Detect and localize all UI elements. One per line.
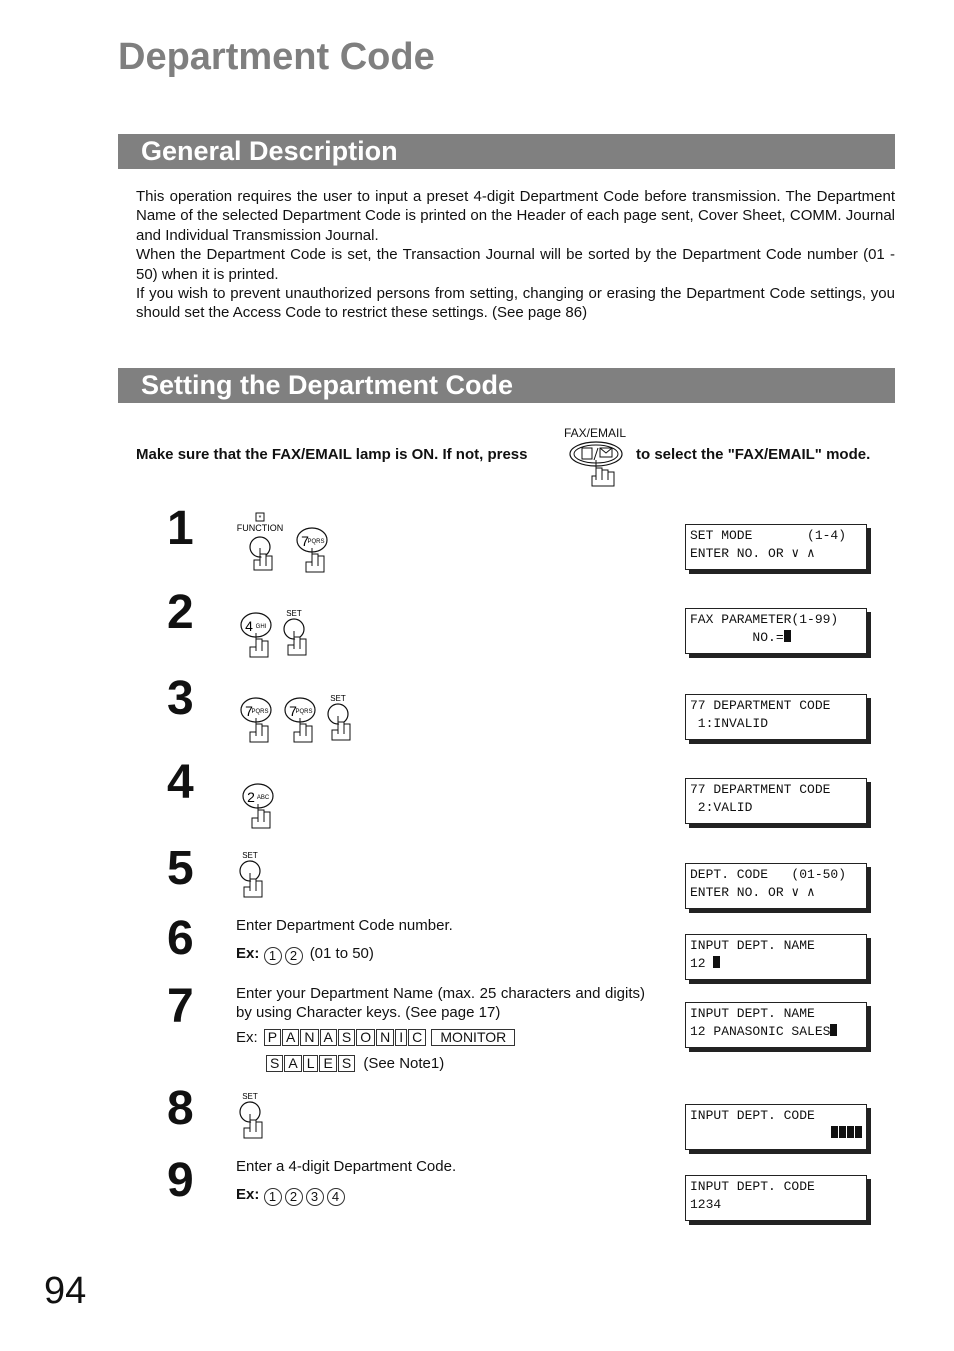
set-key-icon[interactable]	[236, 849, 276, 901]
lcd-display	[685, 863, 867, 909]
cursor-block	[713, 956, 720, 968]
example-note: (See Note1)	[363, 1055, 445, 1072]
digit-key: 2	[285, 947, 303, 965]
digit-key: 3	[306, 1188, 324, 1206]
digit-key: 1	[264, 947, 282, 965]
function-key-icon[interactable]	[236, 512, 286, 574]
lcd-display	[685, 1104, 867, 1150]
lcd-display	[685, 524, 867, 570]
step-number: 2	[167, 586, 194, 639]
example-label: Ex:	[236, 1186, 260, 1203]
lcd-line: 1234	[690, 1197, 722, 1212]
svg-text:PQRS: PQRS	[307, 539, 325, 545]
step-number: 7	[167, 980, 194, 1033]
lcd-line: SET MODE (1-4)	[690, 528, 847, 543]
digit-key: 4	[327, 1188, 345, 1206]
step-7-example-row2	[266, 1054, 444, 1073]
example-note: (01 to 50)	[309, 945, 374, 962]
general-description	[136, 187, 895, 323]
step-number: 9	[167, 1154, 194, 1207]
lcd-display	[685, 608, 867, 654]
function-key-label: FUNCTION	[236, 523, 284, 533]
lcd-line: ENTER NO. OR ∨ ∧	[690, 546, 815, 561]
key-2-icon[interactable]	[238, 782, 282, 830]
step-6-example	[236, 944, 374, 965]
step-number: 4	[167, 756, 194, 809]
page-title: Department Code	[118, 36, 435, 78]
digit-key: 1	[264, 1188, 282, 1206]
lcd-display	[685, 1002, 867, 1048]
step-number: 8	[167, 1082, 194, 1135]
fax-email-key-label: FAX/EMAIL	[564, 426, 627, 440]
step-6-instruction: Enter Department Code number.	[236, 917, 453, 934]
section-header-general	[118, 134, 895, 169]
description-paragraph: If you wish to prevent unauthorized persons from setting, changing or erasing the Department Code settings, you should set the Access Code to restrict these settings. (See page 86)	[136, 285, 895, 322]
svg-text:PQRS: PQRS	[295, 709, 313, 715]
section-header-setting	[118, 368, 895, 403]
monitor-key: MONITOR	[431, 1029, 515, 1046]
char-key: S	[338, 1029, 355, 1046]
char-key: L	[303, 1055, 319, 1072]
lcd-line: DEPT. CODE (01-50)	[690, 867, 847, 882]
svg-text:SET: SET	[242, 1092, 258, 1101]
char-key: S	[338, 1055, 355, 1072]
digit-key: 2	[285, 1188, 303, 1206]
svg-text:PQRS: PQRS	[251, 709, 269, 715]
example-label: Ex:	[236, 945, 260, 962]
lcd-line: INPUT DEPT. NAME	[690, 1006, 815, 1021]
section-heading: Setting the Department Code	[141, 370, 514, 400]
cursor-block	[784, 630, 791, 642]
char-key: N	[376, 1029, 394, 1046]
char-key: A	[320, 1029, 337, 1046]
cursor-block	[847, 1126, 854, 1138]
lcd-display	[685, 778, 867, 824]
char-key: I	[395, 1029, 407, 1046]
key-7-icon[interactable]	[280, 696, 324, 744]
char-key: A	[282, 1029, 299, 1046]
cursor-block	[855, 1126, 862, 1138]
fax-email-key-icon[interactable]	[566, 440, 626, 488]
lcd-line: 77 DEPARTMENT CODE	[690, 698, 831, 713]
lcd-line: NO.=	[690, 630, 784, 645]
char-key: P	[264, 1029, 281, 1046]
description-paragraph: When the Department Code is set, the Transaction Journal will be sorted by the Department Code number (01 - 50) when it is printed.	[136, 246, 895, 283]
lcd-line: 12	[690, 956, 714, 971]
section-heading: General Description	[141, 136, 398, 166]
set-key-icon[interactable]	[236, 1090, 276, 1142]
svg-text:SET: SET	[330, 694, 346, 703]
lcd-display	[685, 694, 867, 740]
lcd-line: 1:INVALID	[690, 716, 769, 731]
char-key: A	[284, 1055, 301, 1072]
svg-text:*: *	[258, 515, 262, 522]
description-paragraph: This operation requires the user to input a preset 4-digit Department Code before transmission. The Department Name of the selected Department Code is printed on the Header of each page sent, Cover Sheet, COMM. Journal and Individual Transmission Journal.	[136, 188, 895, 244]
lcd-line: 2:VALID	[690, 800, 753, 815]
svg-text:SET: SET	[286, 609, 302, 618]
example-label: Ex:	[236, 1029, 258, 1046]
svg-text:7: 7	[289, 703, 297, 719]
cursor-block	[830, 1024, 837, 1036]
step-9-example	[236, 1185, 348, 1206]
lcd-display	[685, 934, 867, 980]
lcd-line: FAX PARAMETER(1-99)	[690, 612, 839, 627]
key-7-icon[interactable]	[236, 696, 280, 744]
instruction-right: to select the "FAX/EMAIL" mode.	[636, 446, 871, 463]
char-key: E	[319, 1055, 336, 1072]
svg-text:7: 7	[301, 533, 309, 549]
svg-text:SET: SET	[242, 851, 258, 860]
cursor-block	[831, 1126, 838, 1138]
lcd-line: ENTER NO. OR ∨ ∧	[690, 885, 815, 900]
instruction-left: Make sure that the FAX/EMAIL lamp is ON. If not, press	[136, 446, 528, 463]
step-9-instruction: Enter a 4-digit Department Code.	[236, 1158, 457, 1175]
svg-text:7: 7	[245, 703, 253, 719]
set-key-icon[interactable]	[280, 607, 320, 659]
char-key: N	[300, 1029, 318, 1046]
char-key: O	[356, 1029, 375, 1046]
svg-text:4: 4	[245, 618, 253, 634]
svg-text:GHI: GHI	[255, 624, 267, 630]
step-number: 5	[167, 842, 194, 895]
lcd-line: 77 DEPARTMENT CODE	[690, 782, 831, 797]
step-7-instruction: Enter your Department Name (max. 25 characters and digits) by using Character keys. (See page 17)	[236, 985, 645, 1021]
svg-text:ABC: ABC	[256, 795, 270, 801]
step-number: 6	[167, 912, 194, 965]
step-7-example-row1	[236, 1028, 516, 1047]
svg-text:2: 2	[247, 789, 255, 805]
set-key-icon[interactable]	[324, 692, 364, 744]
key-4-icon[interactable]	[236, 611, 280, 659]
lcd-line: 12 PANASONIC SALES	[690, 1024, 831, 1039]
lcd-line: INPUT DEPT. NAME	[690, 938, 815, 953]
key-7-icon[interactable]	[292, 526, 336, 574]
lcd-line: INPUT DEPT. CODE	[690, 1108, 815, 1123]
step-number: 1	[167, 502, 194, 555]
lcd-line: INPUT DEPT. CODE	[690, 1179, 815, 1194]
page-number: 94	[44, 1270, 87, 1312]
char-key: C	[408, 1029, 426, 1046]
step-number: 3	[167, 672, 194, 725]
char-key: S	[266, 1055, 283, 1072]
lcd-display	[685, 1175, 867, 1221]
cursor-block	[839, 1126, 846, 1138]
